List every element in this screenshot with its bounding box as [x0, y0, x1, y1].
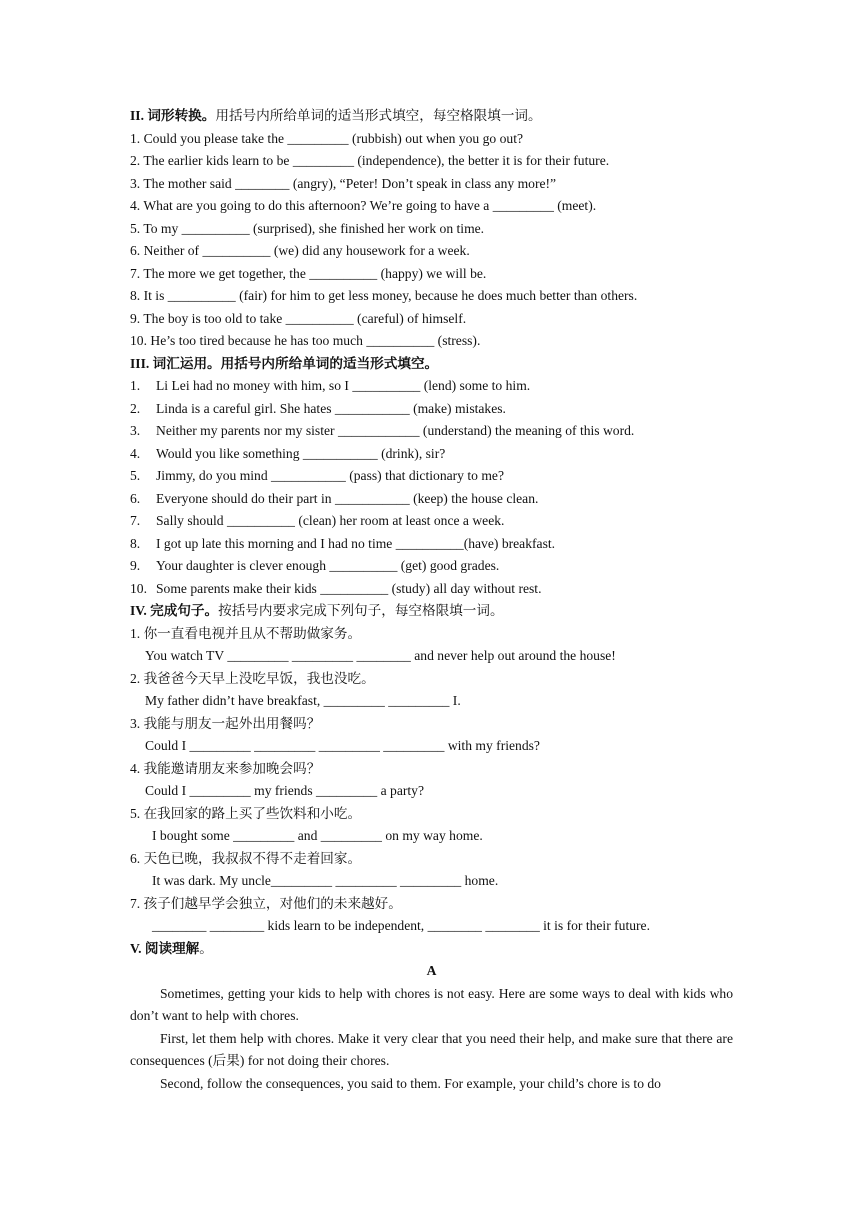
- english-sentence: It was dark. My uncle_________ _________ _________ home.: [152, 873, 499, 888]
- chinese-prompt: 7. 孩子们越早学会独立，对他们的未来越好。: [130, 895, 402, 911]
- english-sentence: ________ ________ kids learn to be independent, ________ ________ it is for their future.: [152, 918, 650, 933]
- list-item: [130, 465, 733, 488]
- list-item: 1. Could you please take the _________ (rubbish) out when you go out?: [130, 130, 524, 146]
- item-number: 7.: [130, 513, 141, 528]
- list-item: [130, 488, 733, 511]
- section-2-instructions: 用括号内所给单词的适当形式填空，每空格限填一词。: [215, 108, 542, 123]
- english-sentence: My father didn’t have breakfast, _________ _________ I.: [145, 693, 461, 708]
- item-number: 3.: [130, 423, 141, 438]
- item-text: Would you like something ___________ (drink), sir?: [156, 445, 446, 461]
- list-item: 10. He’s too tired because he has too much __________ (stress).: [130, 333, 481, 348]
- english-sentence: You watch TV _________ _________ ________ and never help out around the house!: [145, 648, 616, 663]
- list-item: 7. The more we get together, the __________ (happy) we will be.: [130, 265, 487, 281]
- passage-paragraph: Sometimes, getting your kids to help with chores is not easy. Here are some ways to deal with kids who don’t want to help with chores.: [130, 985, 733, 1023]
- section-2-list: [130, 128, 733, 353]
- chinese-prompt: 4. 我能邀请朋友来参加晚会吗？: [130, 760, 321, 776]
- passage-paragraph: First, let them help with chores. Make it very clear that you need their help, and make sure that there are consequences (后果) for not doing their chores.: [130, 1030, 733, 1068]
- item-text: Jimmy, do you mind ___________ (pass) that dictionary to me?: [156, 468, 504, 483]
- item-number: 4.: [130, 445, 141, 461]
- list-item: 2. The earlier kids learn to be _________ (independence), the better it is for their future.: [130, 153, 610, 168]
- section-3-list: [130, 375, 733, 600]
- chinese-prompt: 1. 你一直看电视并且从不帮助做家务。: [130, 625, 362, 641]
- section-2-title: II. 词形转换。: [130, 108, 216, 123]
- section-4-heading: [130, 600, 733, 623]
- list-item: 9. The boy is too old to take __________ (careful) of himself.: [130, 310, 467, 326]
- english-sentence: Could I _________ my friends _________ a party?: [145, 783, 425, 798]
- item-text: I got up late this morning and I had no time __________(have) breakfast.: [156, 535, 556, 551]
- list-item: 5. To my __________ (surprised), she finished her work on time.: [130, 220, 485, 236]
- list-item: 6. Neither of __________ (we) did any housework for a week.: [130, 243, 470, 258]
- item-text: Linda is a careful girl. She hates ___________ (make) mistakes.: [156, 400, 506, 416]
- item-number: 1.: [130, 378, 141, 393]
- item-number: 9.: [130, 558, 141, 573]
- item-text: Neither my parents nor my sister ____________ (understand) the meaning of this word.: [156, 423, 635, 438]
- item-text: Sally should __________ (clean) her room at least once a week.: [156, 513, 505, 528]
- item-number: 5.: [130, 468, 141, 483]
- list-item: 4. What are you going to do this afternoon? We’re going to have a _________ (meet).: [130, 198, 597, 213]
- chinese-prompt: 6. 天色已晚，我叔叔不得不走着回家。: [130, 850, 362, 866]
- list-item: [130, 510, 733, 533]
- list-item: [130, 555, 733, 578]
- section-4-title: IV. 完成句子。: [130, 603, 219, 618]
- list-item: [130, 533, 733, 556]
- section-4-instructions: 按括号内要求完成下列句子，每空格限填一词。: [218, 603, 504, 618]
- chinese-prompt: 2. 我爸爸今天早上没吃早饭，我也没吃。: [130, 670, 375, 686]
- chinese-prompt: 3. 我能与朋友一起外出用餐吗？: [130, 715, 321, 731]
- list-item: [130, 420, 733, 443]
- section-5-punct: 。: [199, 940, 213, 956]
- item-text: Li Lei had no money with him, so I __________ (lend) some to him.: [156, 378, 531, 393]
- section-4-list: [130, 623, 733, 938]
- item-text: Everyone should do their part in ___________ (keep) the house clean.: [156, 490, 539, 506]
- section-5-title: V. 阅读理解: [130, 940, 200, 956]
- passage-paragraph: Second, follow the consequences, you said to them. For example, your child’s chore is to do: [160, 1075, 661, 1091]
- list-item: [130, 578, 733, 601]
- item-text: Some parents make their kids __________ (study) all day without rest.: [156, 580, 542, 596]
- item-number: 2.: [130, 400, 141, 416]
- section-3-heading: III. 词汇运用。用括号内所给单词的适当形式填空。: [130, 355, 439, 371]
- item-number: 6.: [130, 490, 141, 506]
- section-5-heading: [130, 938, 733, 961]
- item-number: 10.: [130, 580, 147, 596]
- worksheet-content: [130, 105, 733, 1095]
- english-sentence: Could I _________ _________ _________ _________ with my friends?: [145, 738, 540, 753]
- list-item: [130, 398, 733, 421]
- item-text: Your daughter is clever enough __________ (get) good grades.: [156, 558, 500, 573]
- section-2-heading: [130, 105, 733, 128]
- list-item: [130, 375, 733, 398]
- chinese-prompt: 5. 在我回家的路上买了些饮料和小吃。: [130, 805, 362, 821]
- item-number: 8.: [130, 535, 141, 551]
- list-item: 8. It is __________ (fair) for him to get less money, because he does much better than others.: [130, 288, 638, 303]
- passage-title: A: [426, 963, 437, 978]
- english-sentence: I bought some _________ and _________ on my way home.: [152, 828, 483, 843]
- list-item: 3. The mother said ________ (angry), “Peter! Don’t speak in class any more!”: [130, 175, 557, 191]
- list-item: [130, 443, 733, 466]
